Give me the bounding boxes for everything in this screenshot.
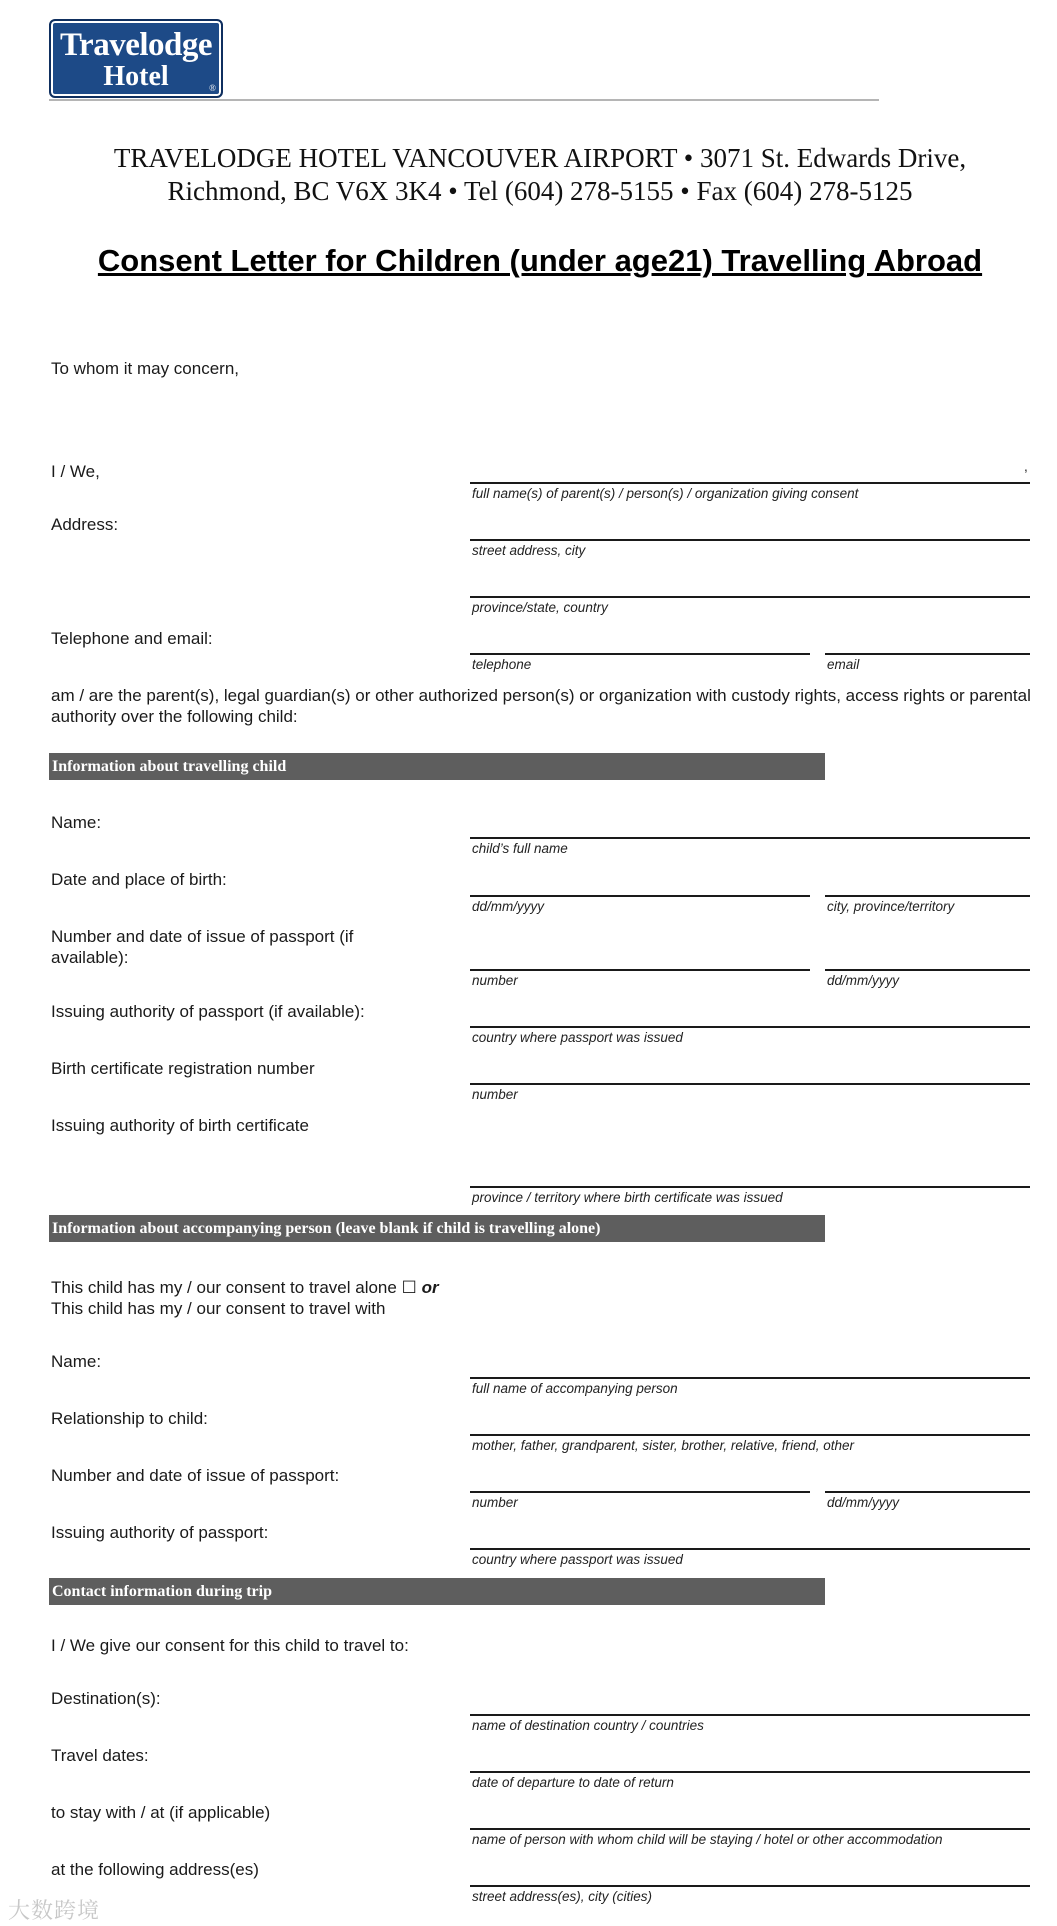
- accompanying-passport-number-line[interactable]: [470, 1491, 810, 1493]
- stay-address-line[interactable]: [470, 1885, 1030, 1887]
- travel-alone-checkbox[interactable]: ☐: [401, 1278, 417, 1297]
- street-address-caption: street address, city: [472, 543, 586, 558]
- consent-giver-name-caption: full name(s) of parent(s) / person(s) / organization giving consent: [472, 486, 859, 501]
- child-passport-date-line[interactable]: [825, 969, 1030, 971]
- accompanying-passport-date-caption: dd/mm/yyyy: [827, 1495, 900, 1510]
- relationship-label: Relationship to child:: [51, 1409, 208, 1428]
- accompanying-passport-authority-label: Issuing authority of passport:: [51, 1523, 269, 1542]
- travelodge-logo: [49, 19, 223, 98]
- birth-cert-number-caption: number: [472, 1087, 518, 1102]
- stay-address-label: at the following address(es): [51, 1860, 259, 1879]
- stay-with-line[interactable]: [470, 1828, 1030, 1830]
- child-name-label: Name:: [51, 813, 102, 832]
- destination-caption: name of destination country / countries: [472, 1718, 704, 1733]
- email-line[interactable]: [825, 653, 1030, 655]
- birth-cert-authority-caption: province / territory where birth certificate was issued: [472, 1190, 783, 1205]
- relationship-line[interactable]: [470, 1434, 1030, 1436]
- birth-cert-authority-line[interactable]: [470, 1186, 1030, 1188]
- travel-dates-line[interactable]: [470, 1771, 1030, 1773]
- birth-place-line[interactable]: [825, 895, 1030, 897]
- travel-dates-label: Travel dates:: [51, 1746, 149, 1765]
- province-country-caption: province/state, country: [472, 600, 608, 615]
- travel-with-text: This child has my / our consent to travel with: [51, 1299, 386, 1318]
- consent-giver-label: I / We,: [51, 462, 100, 481]
- accompanying-name-label: Name:: [51, 1352, 102, 1371]
- relationship-caption: mother, father, grandparent, sister, brother, relative, friend, other: [472, 1438, 854, 1453]
- birth-cert-number-line[interactable]: [470, 1083, 1030, 1085]
- hotel-address-line2: Richmond, BC V6X 3K4 • Tel (604) 278-5155 • Fax (604) 278-5125: [167, 176, 913, 206]
- salutation: To whom it may concern,: [51, 359, 240, 378]
- travel-dates-caption: date of departure to date of return: [472, 1775, 674, 1790]
- or-text: or: [421, 1278, 439, 1297]
- child-passport-date-caption: dd/mm/yyyy: [827, 973, 900, 988]
- logo-line2: Hotel: [103, 61, 169, 92]
- child-passport-authority-caption: country where passport was issued: [472, 1030, 683, 1045]
- child-passport-label: Number and date of issue of passport (if available):: [51, 927, 354, 967]
- child-passport-authority-label: Issuing authority of passport (if available):: [51, 1002, 365, 1021]
- accompanying-name-line[interactable]: [470, 1377, 1030, 1379]
- stay-address-caption: street address(es), city (cities): [472, 1889, 653, 1904]
- child-name-line[interactable]: [470, 837, 1030, 839]
- section-header-trip: Contact information during trip: [49, 1578, 825, 1605]
- destination-label: Destination(s):: [51, 1689, 161, 1708]
- birth-date-caption: dd/mm/yyyy: [472, 899, 545, 914]
- street-address-line[interactable]: [470, 539, 1030, 541]
- consent-giver-comma: ,: [1024, 459, 1028, 474]
- email-caption: email: [827, 657, 860, 672]
- accompanying-passport-label: Number and date of issue of passport:: [51, 1466, 340, 1485]
- accompanying-passport-number-caption: number: [472, 1495, 518, 1510]
- accompanying-passport-authority-caption: country where passport was issued: [472, 1552, 683, 1567]
- section-header-accompanying: Information about accompanying person (leave blank if child is travelling alone): [49, 1215, 825, 1242]
- travel-alone-text: This child has my / our consent to travel alone: [51, 1278, 397, 1297]
- child-name-caption: child’s full name: [472, 841, 568, 856]
- birth-cert-label: Birth certificate registration number: [51, 1059, 315, 1078]
- travel-alone-row: [51, 1277, 439, 1298]
- birth-date-line[interactable]: [470, 895, 810, 897]
- consent-giver-name-line[interactable]: [470, 482, 1030, 484]
- page-title: Consent Letter for Children (under age21) Travelling Abroad: [97, 243, 983, 278]
- contact-label: Telephone and email:: [51, 629, 213, 648]
- header-divider: [49, 99, 879, 101]
- child-passport-number-caption: number: [472, 973, 518, 988]
- logo-registered-mark: ®: [209, 83, 216, 93]
- trip-consent-text: I / We give our consent for this child to travel to:: [51, 1636, 409, 1655]
- birth-place-caption: city, province/territory: [827, 899, 955, 914]
- telephone-line[interactable]: [470, 653, 810, 655]
- destination-line[interactable]: [470, 1714, 1030, 1716]
- child-passport-authority-line[interactable]: [470, 1026, 1030, 1028]
- logo-line1: Travelodge: [59, 27, 213, 63]
- accompanying-passport-date-line[interactable]: [825, 1491, 1030, 1493]
- custody-statement: am / are the parent(s), legal guardian(s) or other authorized person(s) or organization with custody rights, access rights or parental authority over the following child:: [51, 686, 1031, 726]
- accompanying-passport-authority-line[interactable]: [470, 1548, 1030, 1550]
- birth-cert-authority-label: Issuing authority of birth certificate: [51, 1116, 309, 1135]
- stay-with-label: to stay with / at (if applicable): [51, 1803, 271, 1822]
- telephone-caption: telephone: [472, 657, 532, 672]
- child-passport-number-line[interactable]: [470, 969, 810, 971]
- accompanying-name-caption: full name of accompanying person: [472, 1381, 678, 1396]
- birth-label: Date and place of birth:: [51, 870, 227, 889]
- watermark: 大数跨境: [8, 1898, 101, 1923]
- province-country-line[interactable]: [470, 596, 1030, 598]
- hotel-address-line1: TRAVELODGE HOTEL VANCOUVER AIRPORT • 3071 St. Edwards Drive,: [113, 143, 967, 173]
- stay-with-caption: name of person with whom child will be staying / hotel or other accommodation: [472, 1832, 943, 1847]
- section-header-child: Information about travelling child: [49, 753, 825, 780]
- address-label: Address:: [51, 515, 119, 534]
